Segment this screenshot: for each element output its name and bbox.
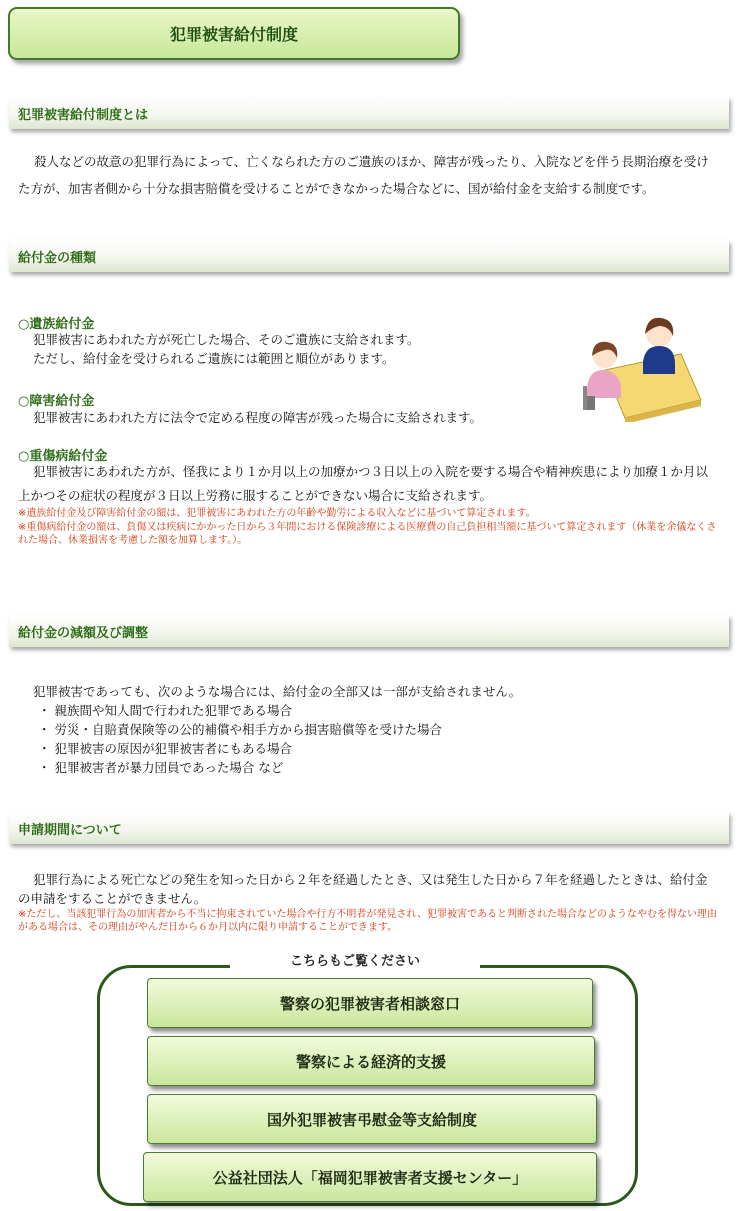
reduction-item: ・ 労災・自賠責保険等の公的補償や相手方から損害賠償等を受けた場合 <box>38 722 442 737</box>
disability-benefit-line1: 犯罪被害にあわれた方に法令で定める程度の障害が残った場合に支給されます。 <box>33 410 483 425</box>
injury-benefit-title: ○重傷病給付金 <box>18 449 108 464</box>
link-overseas-crime-condolence[interactable]: 国外犯罪被害弔慰金等支給制度 <box>147 1094 597 1144</box>
disability-benefit-title: ○障害給付金 <box>18 394 95 409</box>
section-heading-period: 申請期間について <box>9 812 729 844</box>
about-paragraph: 殺人などの故意の犯罪行為によって、亡くなられた方のご遺族のほか、障害が残ったり、入院などを伴う長期治療を受けた方が、加害者側から十分な損害賠償を受けることができなかった場合などに、国が給付金を支給する制度です。 <box>18 154 709 196</box>
link-police-victim-consultation[interactable]: 警察の犯罪被害者相談窓口 <box>147 978 593 1028</box>
survivor-benefit-title: ○遺族給付金 <box>18 317 95 332</box>
period-paragraph: 犯罪行為による死亡などの発生を知った日から２年を経過したとき、又は発生した日から７年を経過したときは、給付金の申請をすることができません。 <box>18 872 708 906</box>
page-title: 犯罪被害給付制度 <box>8 7 460 60</box>
reduction-intro: 犯罪被害であっても、次のような場合には、給付金の全部又は一部が支給されません。 <box>33 684 522 699</box>
reduction-item: ・ 犯罪被害の原因が犯罪被害者にもある場合 <box>38 741 292 756</box>
reduction-item: ・ 親族間や知人間で行われた犯罪である場合 <box>38 703 292 718</box>
consultation-illustration <box>577 312 705 422</box>
survivor-benefit-line2: ただし、給付金を受けられるご遺族には範囲と順位があります。 <box>33 351 395 366</box>
survivor-benefit-line1: 犯罪被害にあわれた方が死亡した場合、そのご遺族に支給されます。 <box>33 332 420 347</box>
see-also-label: こちらもご覧ください <box>230 950 480 974</box>
injury-benefit-body: 犯罪被害にあわれた方が、怪我により１か月以上の加療かつ３日以上の入院を要する場合や精神疾患により加療１か月以上かつその症状の程度が３日以上労務に服することができない場合に支給されます。 <box>18 464 709 503</box>
link-police-economic-support[interactable]: 警察による経済的支援 <box>147 1036 595 1086</box>
section-heading-about: 犯罪被害給付制度とは <box>9 97 729 129</box>
link-fukuoka-victim-support-center[interactable]: 公益社団法人「福岡犯罪被害者支援センター」 <box>143 1152 597 1202</box>
amount-note-injury: ※重傷病給付金の額は、負傷又は疾病にかかった日から３年間における保険診療による医療費の自己負担相当額に基づいて算定されます（休業を余儀なくされた場合、休業損害を考慮した額を加算します。）。 <box>18 522 717 546</box>
amount-note-survivor: ※遺族給付金及び障害給付金の額は、犯罪被害にあわれた方の年齢や勤労による収入などに基づいて算定されます。 <box>18 508 536 519</box>
section-heading-reduction: 給付金の減額及び調整 <box>9 615 729 647</box>
section-heading-types: 給付金の種類 <box>9 240 729 272</box>
reduction-item: ・ 犯罪被害者が暴力団員であった場合 など <box>38 760 284 775</box>
period-note: ※ただし、当該犯罪行為の加害者から不当に拘束されていた場合や行方不明者が発見され、犯罪被害であると判断された場合などのようなやむを得ない理由がある場合は、その理由がやんだ日から６か月以内に限り申請することができます。 <box>18 909 717 933</box>
